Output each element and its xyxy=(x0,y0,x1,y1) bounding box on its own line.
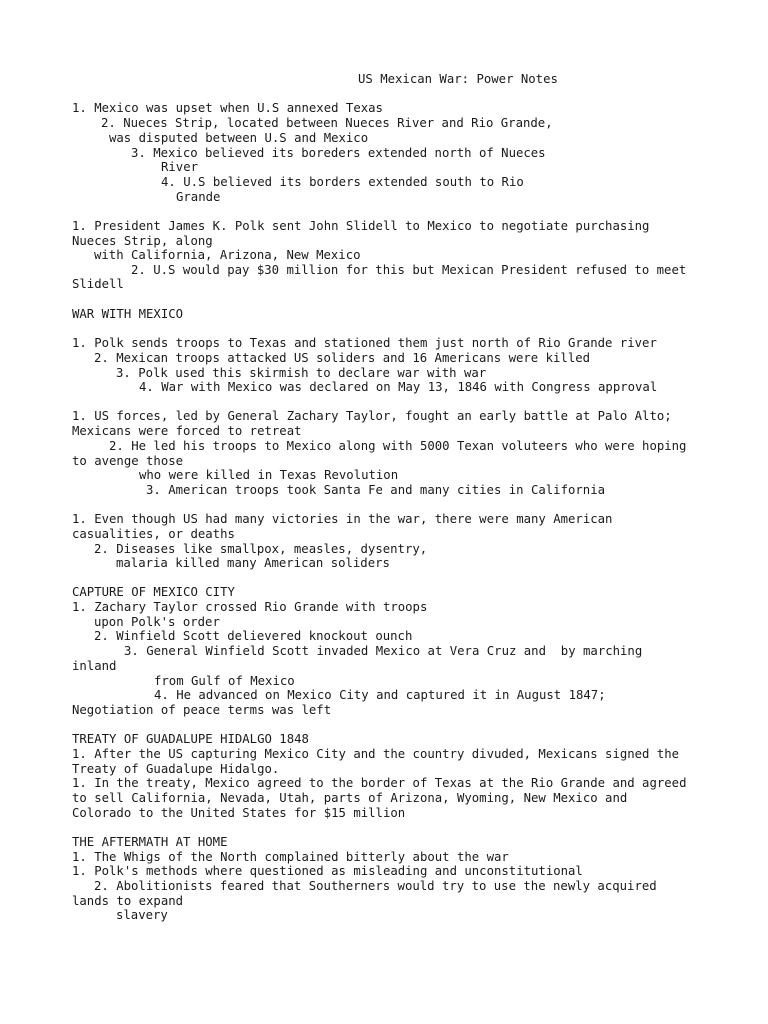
text-line: 3. Mexico believed its boreders extended north of Nueces xyxy=(131,146,546,160)
text-line: 2. Diseases like smallpox, measles, dysentry, xyxy=(94,542,428,556)
text-line: to sell California, Nevada, Utah, parts of Arizona, Wyoming, New Mexico and xyxy=(72,791,628,805)
text-line: Mexicans were forced to retreat xyxy=(72,424,302,438)
text-line: 2. He led his troops to Mexico along with 5000 Texan voluteers who were hoping xyxy=(109,439,687,453)
text-line: 1. Polk sends troops to Texas and stationed them just north of Rio Grande river xyxy=(72,336,657,350)
text-line: 1. In the treaty, Mexico agreed to the border of Texas at the Rio Grande and agreed xyxy=(72,776,687,790)
text-line: 4. He advanced on Mexico City and captured it in August 1847; xyxy=(154,688,606,702)
text-line: 3. General Winfield Scott invaded Mexico at Vera Cruz and by marching xyxy=(124,644,643,658)
section-heading: WAR WITH MEXICO xyxy=(72,307,184,321)
text-line: 3. American troops took Santa Fe and many cities in California xyxy=(146,483,606,497)
text-line: 4. U.S believed its borders extended south to Rio xyxy=(161,175,524,189)
section-heading: CAPTURE OF MEXICO CITY xyxy=(72,585,235,599)
text-line: Negotiation of peace terms was left xyxy=(72,703,332,717)
text-line: 1. After the US capturing Mexico City and the country divuded, Mexicans signed the xyxy=(72,747,680,761)
text-line: from Gulf of Mexico xyxy=(154,674,295,688)
text-line: River xyxy=(161,160,199,174)
text-line: 2. Nueces Strip, located between Nueces River and Rio Grande, xyxy=(101,116,553,130)
text-line: 1. The Whigs of the North complained bitterly about the war xyxy=(72,850,509,864)
text-line: Colorado to the United States for $15 million xyxy=(72,806,406,820)
text-line: inland xyxy=(72,659,117,673)
text-line: 1. Polk's methods where questioned as misleading and unconstitutional xyxy=(72,864,583,878)
text-line: was disputed between U.S and Mexico xyxy=(109,131,369,145)
text-line: 1. US forces, led by General Zachary Taylor, fought an early battle at Palo Alto; xyxy=(72,409,672,423)
text-line: casualities, or deaths xyxy=(72,527,235,541)
text-line: 4. War with Mexico was declared on May 13, 1846 with Congress approval xyxy=(139,380,658,394)
text-line: slavery xyxy=(116,908,168,922)
text-line: 1. President James K. Polk sent John Slidell to Mexico to negotiate purchasing xyxy=(72,219,650,233)
text-line: upon Polk's order xyxy=(94,615,220,629)
text-line: 2. Abolitionists feared that Southerners would try to use the newly acquired xyxy=(94,879,657,893)
text-line: Grande xyxy=(176,190,221,204)
text-line: 1. Mexico was upset when U.S annexed Texas xyxy=(72,101,383,115)
text-line: 2. Mexican troops attacked US soliders and 16 Americans were killed xyxy=(94,351,591,365)
text-line: Slidell xyxy=(72,277,124,291)
text-line: 1. Zachary Taylor crossed Rio Grande with troops xyxy=(72,600,428,614)
text-line: to avenge those xyxy=(72,454,184,468)
section-heading: THE AFTERMATH AT HOME xyxy=(72,835,228,849)
text-line: 1. Even though US had many victories in the war, there were many American xyxy=(72,512,613,526)
text-line: 3. Polk used this skirmish to declare war with war xyxy=(116,366,487,380)
document-title: US Mexican War: Power Notes xyxy=(358,72,558,86)
text-line: 2. Winfield Scott delievered knockout ounch xyxy=(94,629,413,643)
text-line: Nueces Strip, along xyxy=(72,234,213,248)
text-line: 2. U.S would pay $30 million for this but Mexican President refused to meet xyxy=(131,263,687,277)
text-line: malaria killed many American soliders xyxy=(116,556,390,570)
text-line: who were killed in Texas Revolution xyxy=(139,468,399,482)
text-line: lands to expand xyxy=(72,894,184,908)
text-line: Treaty of Guadalupe Hidalgo. xyxy=(72,762,280,776)
section-heading: TREATY OF GUADALUPE HIDALGO 1848 xyxy=(72,732,309,746)
text-line: with California, Arizona, New Mexico xyxy=(94,248,361,262)
